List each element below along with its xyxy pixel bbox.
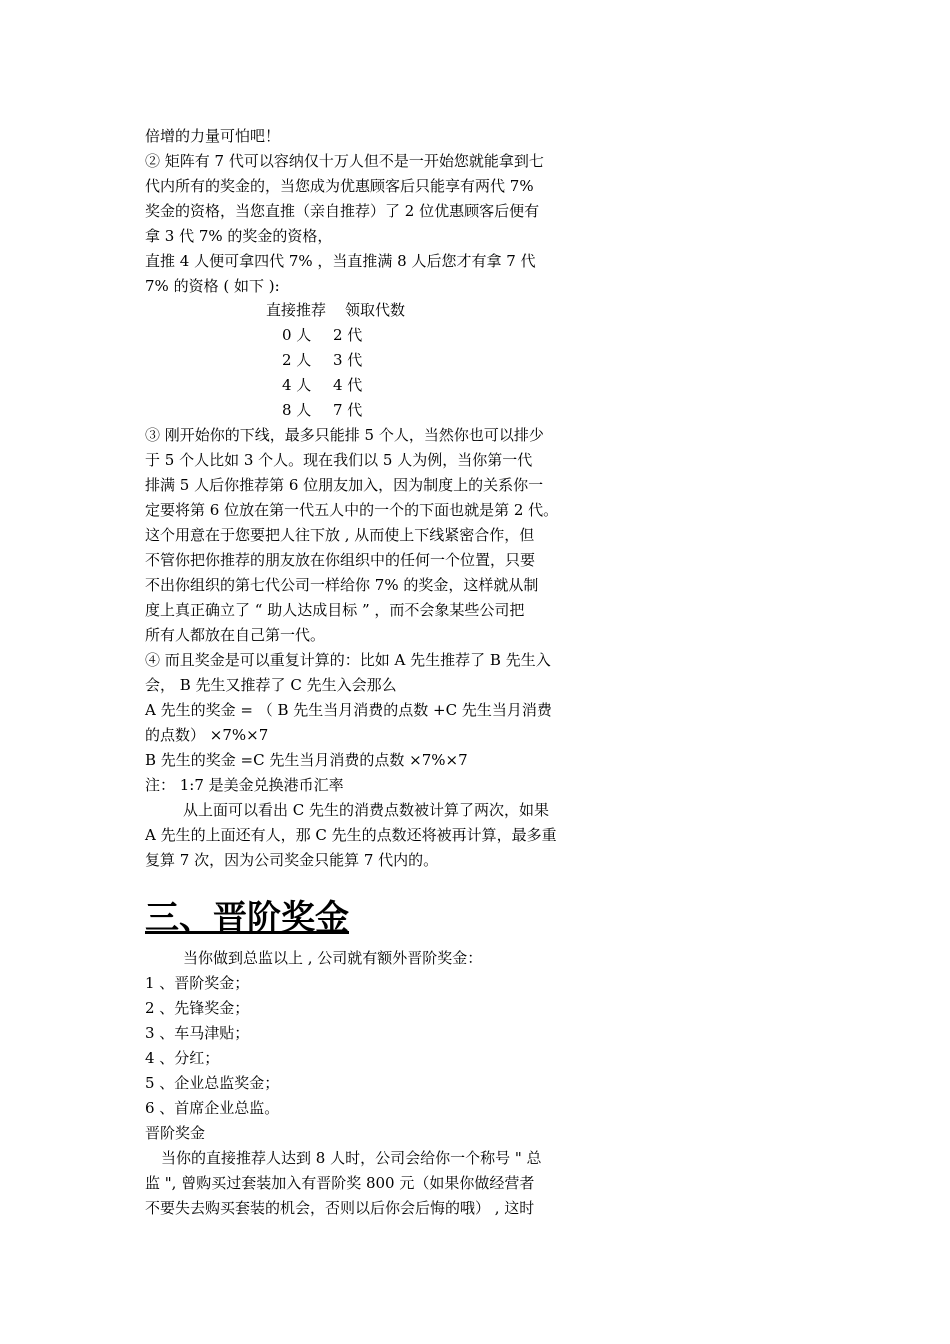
list-item: 3 、车马津贴；: [145, 1024, 250, 1042]
table-cell-referrals: 4 人: [282, 376, 312, 394]
text-line: 这个用意在于您要把人往下放 , 从而使上下线紧密合作，但: [145, 526, 535, 544]
text-line: 倍增的力量可怕吧！: [145, 127, 281, 145]
list-item: 6 、首席企业总监。: [145, 1099, 280, 1117]
text-line: 排满 5 人后你推荐第 6 位朋友加入，因为制度上的关系你一: [145, 476, 544, 494]
text-line: 拿 3 代 7% 的奖金的资格，: [145, 227, 333, 245]
text-line: 会， B 先生又推荐了 C 先生入会那么: [145, 676, 397, 694]
text-line: ④ 而且奖金是可以重复计算的：比如 A 先生推荐了 B 先生入: [145, 651, 551, 669]
table-cell-generations: 2 代: [333, 326, 363, 344]
text-line: 不出你组织的第七代公司一样给你 7% 的奖金，这样就从制: [145, 576, 539, 594]
text-line: 注： 1:7 是美金兑换港币汇率: [145, 776, 344, 794]
table-cell-referrals: 8 人: [282, 401, 312, 419]
text-line: 复算 7 次，因为公司奖金只能算 7 代内的。: [145, 851, 439, 869]
text-line: 度上真正确立了 “ 助人达成目标 ” ，而不会象某些公司把: [145, 601, 525, 619]
text-line: 所有人都放在自己第一代。: [145, 626, 326, 644]
list-item: 2 、先锋奖金；: [145, 999, 250, 1017]
table-cell-generations: 7 代: [333, 401, 363, 419]
text-line: 奖金的资格，当您直推（亲自推荐）了 2 位优惠顾客后便有: [145, 202, 540, 220]
text-line: 不管你把你推荐的朋友放在你组织中的任何一个位置，只要: [145, 551, 536, 569]
text-line: 当你的直接推荐人达到 8 人时，公司会给你一个称号 " 总: [161, 1149, 542, 1167]
section-heading: 三、晋阶奖金: [145, 898, 349, 938]
text-line: 代内所有的奖金的，当您成为优惠顾客后只能享有两代 7%: [145, 177, 534, 195]
text-line: 不要失去购买套装的机会，否则以后你会后悔的哦） , 这时: [145, 1199, 535, 1217]
table-header-generations: 领取代数: [345, 301, 406, 319]
text-line: ③ 刚开始你的下线，最多只能排 5 个人，当然你也可以排少: [145, 426, 544, 444]
list-item: 1 、晋阶奖金；: [145, 974, 250, 992]
table-header-referrals: 直接推荐: [266, 301, 327, 319]
text-line: 于 5 个人比如 3 个人。现在我们以 5 人为例，当你第一代: [145, 451, 533, 469]
list-item: 5 、企业总监奖金；: [145, 1074, 280, 1092]
table-cell-generations: 4 代: [333, 376, 363, 394]
table-cell-generations: 3 代: [333, 351, 363, 369]
text-line: A 先生的上面还有人，那 C 先生的点数还将被再计算，最多重: [145, 826, 557, 844]
subheading: 晋阶奖金: [145, 1124, 206, 1142]
table-cell-referrals: 0 人: [282, 326, 312, 344]
text-line: B 先生的奖金 =C 先生当月消费的点数 ×7%×7: [145, 751, 468, 769]
text-line: 监 ", 曾购买过套装加入有晋阶奖 800 元（如果你做经营者: [145, 1174, 535, 1192]
text-line: ② 矩阵有 7 代可以容纳仅十万人但不是一开始您就能拿到七: [145, 152, 544, 170]
table-cell-referrals: 2 人: [282, 351, 312, 369]
text-line: A 先生的奖金 = （ B 先生当月消费的点数 +C 先生当月消费: [145, 701, 552, 719]
text-line: 定要将第 6 位放在第一代五人中的一个的下面也就是第 2 代。: [145, 501, 559, 519]
text-line: 直推 4 人便可拿四代 7% ，当直推满 8 人后您才有拿 7 代: [145, 252, 536, 270]
text-line: 7% 的资格 ( 如下 ):: [145, 277, 280, 295]
list-item: 4 、分红；: [145, 1049, 220, 1067]
intro-line: 当你做到总监以上 , 公司就有额外晋阶奖金：: [183, 949, 483, 967]
text-line: 从上面可以看出 C 先生的消费点数被计算了两次，如果: [183, 801, 550, 819]
text-line: 的点数） ×7%×7: [145, 726, 269, 744]
